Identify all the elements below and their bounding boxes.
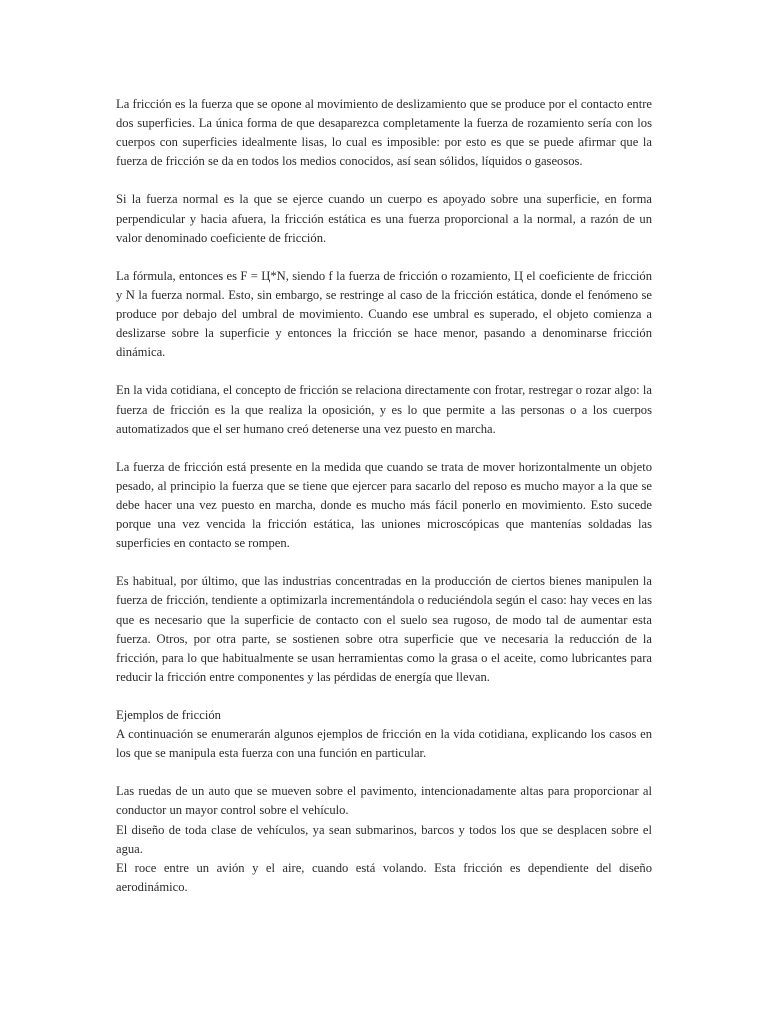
paragraph-1: La fricción es la fuerza que se opone al movimiento de deslizamiento que se produce por el contacto entre dos superficies. La única forma de que desaparezca completamente la fuerza de rozamiento sería con los cuerpos con superficies idealmente lisas, lo cual es imposible: por esto es que se puede afirmar que la fuerza de fricción se da en todos los medios conocidos, así sean sólidos, líquidos o gaseosos. xyxy=(116,97,652,169)
section-intro: A continuación se enumerarán algunos ejemplos de fricción en la vida cotidiana, explicando los casos en los que se manipula esta fuerza con una función en particular. xyxy=(116,727,652,761)
paragraph-4: En la vida cotidiana, el concepto de fricción se relaciona directamente con frotar, restregar o rozar algo: la fuerza de fricción es la que realiza la oposición, y es lo que permite a las personas o a los cuerpos automatizados que el ser humano creó detenerse una vez puesto en marcha. xyxy=(116,383,652,436)
section-heading: Ejemplos de fricción xyxy=(116,708,221,722)
paragraph-3: La fórmula, entonces es F = Ц*N, siendo f la fuerza de fricción o rozamiento, Ц el coeficiente de fricción y N la fuerza normal. Esto, sin embargo, se restringe al caso de la fricción estática, donde el fenómeno se produce por debajo del umbral de movimiento. Cuando ese umbral es superado, el objeto comienza a deslizarse sobre la superficie y entonces la fricción se hace menor, pasando a denominarse fricción dinámica. xyxy=(116,268,652,360)
example-item-2: El diseño de toda clase de vehículos, ya sean submarinos, barcos y todos los que se desplacen sobre el agua. xyxy=(116,822,652,856)
paragraph-6: Es habitual, por último, que las industrias concentradas en la producción de ciertos bienes manipulen la fuerza de fricción, tendiente a optimizarla incrementándola o reduciéndola según el caso: hay veces en las que es necesario que la superficie de contacto con el suelo sea rugoso, de modo tal de aumentar esta fuerza. Otros, por otra parte, se sostienen sobre otra superficie que ve necesaria la reducción de la fricción, para lo que habitualmente se usan herramientas como la grasa o el aceite, como lubricantes para reducir la fricción entre componentes y las pérdidas de energía que llevan. xyxy=(116,574,652,684)
paragraph-2: Si la fuerza normal es la que se ejerce cuando un cuerpo es apoyado sobre una superficie, en forma perpendicular y hacia afuera, la fricción estática es una fuerza proporcional a la normal, a razón de un valor denominado coeficiente de fricción. xyxy=(116,192,652,245)
example-item-3: El roce entre un avión y el aire, cuando está volando. Esta fricción es dependiente del diseño aerodinámico. xyxy=(116,860,652,894)
document-page xyxy=(116,95,652,897)
example-item-1: Las ruedas de un auto que se mueven sobre el pavimento, intencionadamente altas para proporcionar al conductor un mayor control sobre el vehículo. xyxy=(116,784,652,818)
paragraph-5: La fuerza de fricción está presente en la medida que cuando se trata de mover horizontalmente un objeto pesado, al principio la fuerza que se tiene que ejercer para sacarlo del reposo es mucho mayor a la que se debe hacer una vez puesto en marcha, donde es mucho más fácil ponerlo en movimiento. Esto sucede porque una vez vencida la fricción estática, las uniones microscópicas que mantenías soldadas las superficies en contacto se rompen. xyxy=(116,459,652,551)
